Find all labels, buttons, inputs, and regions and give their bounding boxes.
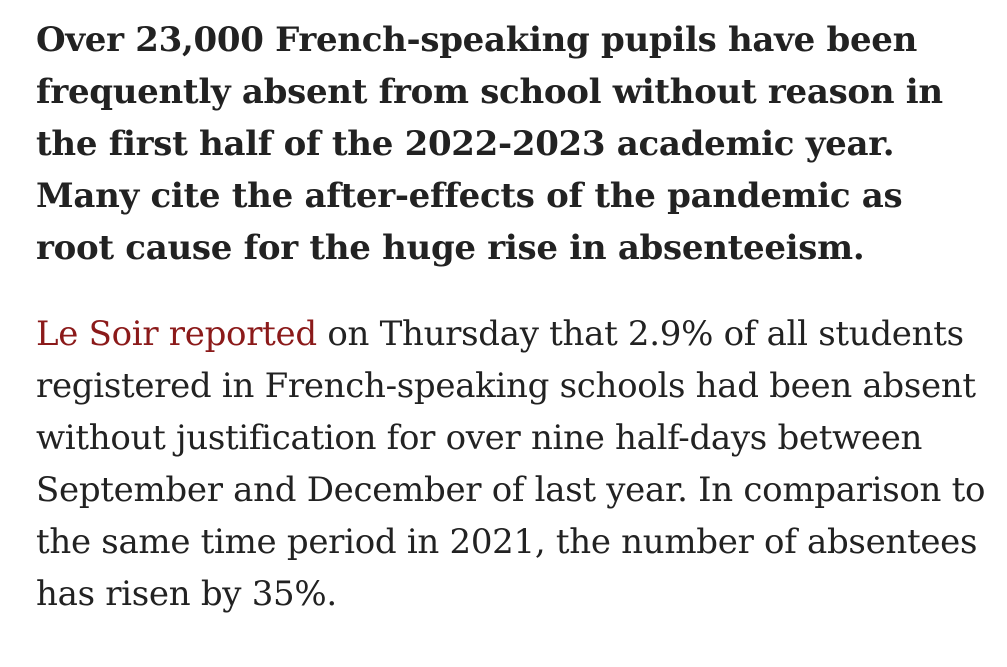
article-body-paragraph (36, 308, 986, 620)
article-lead-paragraph: Over 23,000 French-speaking pupils have been frequently absent from school without reason in the first half of the 2022-2023 academic year. Many cite the after-effects of the pandemic as root cause for the huge rise in absenteeism. (36, 20, 943, 268)
article-body-text: on Thursday that 2.9% of all students registered in French-speaking schools had been absent without justification for over nine half-days between September and December of last year. In comparison to the same time period in 2021, the number of absentees has risen by 35%. (36, 314, 986, 614)
article-content (36, 14, 986, 620)
le-soir-source-link[interactable]: Le Soir reported (36, 314, 317, 354)
